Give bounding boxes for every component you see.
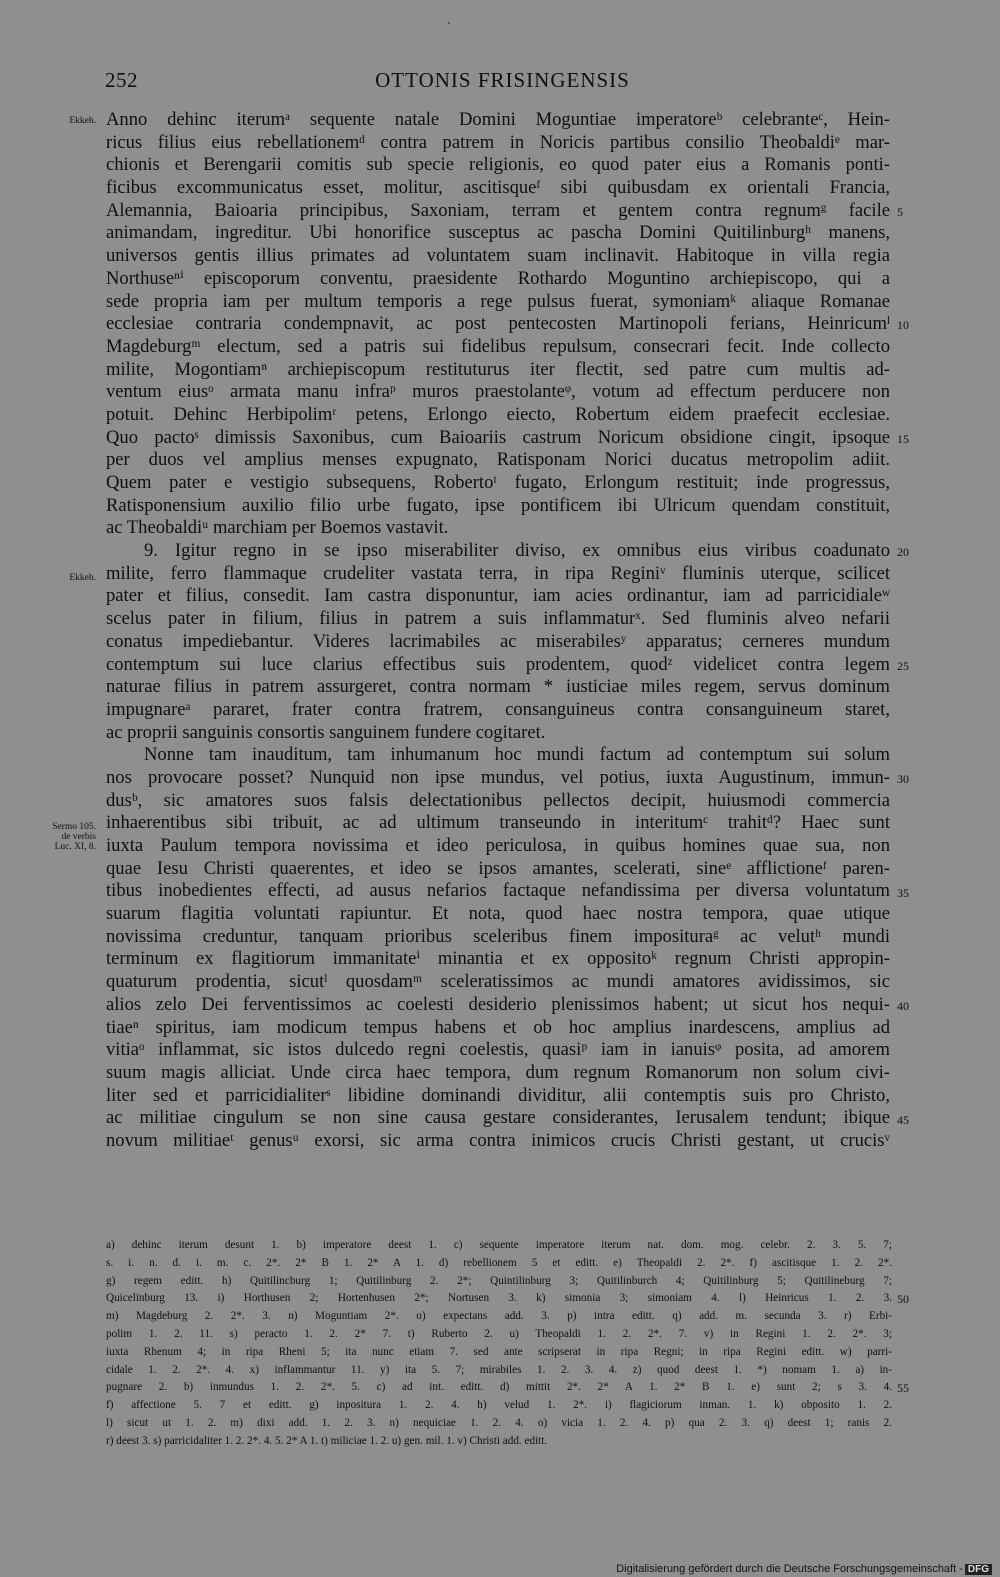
margin-note-ekkeh: Ekkeh. bbox=[69, 116, 96, 126]
text-line: ac militiae cingulum se non sine causa gestare considerantes, Ierusalem tendunt; ibique bbox=[106, 1107, 890, 1129]
footnote-line: polim 1. 2. 11. s) peracto 1. 2. 2* 7. t) Ruberto 2. u) Theopaldi 1. 2. 2*. 7. v) in Regini 1. 2. 2*. 3; bbox=[106, 1327, 892, 1340]
text-line: ficibus excommunicatus esset, molitur, ascitisqueᶠ sibi quibusdam ex orientali Francia, bbox=[106, 177, 890, 199]
footnote-line: r) deest 3. s) parricidaliter 1. 2. 2*. 4. 5. 2* A 1. t) miliciae 1. 2. u) gen. mil. 1. v) Christi add. editt. bbox=[106, 1434, 548, 1447]
text-line: Quo pactoˢ dimissis Saxonibus, cum Baioariis castrum Noricum obsidione cingit, ipsoque bbox=[106, 426, 890, 448]
text-line: Alemannia, Baioaria principibus, Saxoniam, terram et gentem contra regnumᵍ facile bbox=[106, 199, 890, 221]
margin-note-ekkeh: Ekkeh. bbox=[69, 573, 96, 583]
text-line: Anno dehinc iterumᵃ sequente natale Domini Moguntiae imperatoreᵇ celebranteᶜ, Hein- bbox=[106, 109, 890, 130]
text-line: ecclesiae contraria condempnavit, ac post pentecosten Martinopoli ferians, Heinricumˡ bbox=[106, 313, 890, 335]
line-number: 35 bbox=[897, 885, 909, 900]
text-line: ac proprii sanguinis consortis sanguinem fundere cogitaret. bbox=[106, 721, 546, 743]
footnotes bbox=[106, 1237, 892, 1451]
text-line: suum magis alliciat. Unde circa haec tempora, dum regnum Romanorum non solum civi- bbox=[106, 1061, 890, 1083]
margin-note-sermo: Sermo 105. de verbis Luc. XI, 8. bbox=[52, 822, 96, 852]
text-line: quae Iesu Christi quaerentes, et ideo se ipsos amantes, scelerati, sineᵉ afflictioneᶠ paren- bbox=[106, 857, 890, 879]
footnote-line: f) affectione 5. 7 et editt. g) inpositura 1. 2. 4. h) velud 1. 2*. i) flagiciorum inman. 1. k) obposito 1. 2. bbox=[106, 1399, 892, 1412]
digitization-credit: Digitalisierung gefördert durch die Deutsche Forschungsgemeinschaft - DFG bbox=[616, 1563, 992, 1575]
footnote-line: l) sicut ut 1. 2. m) dixi add. 1. 2. 3. n) nequiciae 1. 2. 4. o) vicia 1. 2. 4. p) qua 2. 3. q) deest 1; ranis 2. bbox=[106, 1416, 892, 1429]
footnote-line: g) regem editt. h) Quitilincburg 1; Quitilinburg 2. 2*; Quintilinburg 3; Quitilinburch 4; Quitilinburg 5; Quitilineburg 7; bbox=[106, 1274, 892, 1287]
page-number: 252 bbox=[105, 68, 138, 92]
line-number: 5 bbox=[897, 204, 903, 219]
page-header bbox=[105, 68, 900, 102]
text-line: alios zelo Dei ferventissimos ac coelesti desiderio plenissimos habent; ut sicut hos nequi- bbox=[106, 993, 890, 1015]
text-line: Magdeburgᵐ electum, sed a patris sui fidelibus repulsum, consecrari fecit. Inde collecto bbox=[106, 335, 890, 357]
text-line: chionis et Berengarii comitis sub specie religionis, eo quod pater eius a Romanis ponti- bbox=[106, 154, 890, 176]
line-number: 50 bbox=[897, 1292, 909, 1307]
text-line: ac Theobaldiᵘ marchiam per Boemos vastavit. bbox=[106, 517, 449, 539]
text-line: milite, Mogontiamⁿ archiepiscopum restituturus iter flectit, sed patre cum multis ad- bbox=[106, 358, 890, 380]
text-line: milite, ferro flammaque crudeliter vastata terra, in ripa Reginiᵛ fluminis uterque, scilicet bbox=[106, 562, 890, 584]
text-line: universos gentis illius primates ad voluntatem suam inclinavit. Habitoque in villa regia bbox=[106, 245, 890, 267]
text-line: potuit. Dehinc Herbipolimʳ petens, Erlongo eiecto, Robertum eidem praefecit ecclesiae. bbox=[106, 403, 890, 425]
footnote-line: cidale 1. 2. 2*. 4. x) inflammantur 11. y) ita 5. 7; mirabiles 1. 2. 3. 4. z) quod deest 1. *) nomam 1. a) in- bbox=[106, 1363, 892, 1376]
text-line: scelus pater in filium, filius in patrem a suis inflammaturˣ. Sed fluminis alveo nefarii bbox=[106, 608, 890, 630]
text-line: suarum flagitia voluntati rapiuntur. Et nota, quod haec nostra tempora, quae utique bbox=[106, 903, 890, 925]
text-line: novissima creduntur, tanquam prioribus sceleribus finem impositurаᵍ ac velutʰ mundi bbox=[106, 925, 890, 947]
line-number: 30 bbox=[897, 772, 909, 787]
text-line: contemptum sui luce clarius effectibus suis prodentem, quodᶻ videlicet contra legem bbox=[106, 653, 890, 675]
text-line: tiaeⁿ spiritus, iam modicum tempus habens et ob hoc amplius inardescens, amplius ad bbox=[106, 1016, 890, 1038]
line-number: 15 bbox=[897, 431, 909, 446]
text-line: impugnareᵃ pararet, frater contra fratrem, consanguineus contra consanguineum staret, bbox=[106, 698, 890, 720]
footnote-line: Quicelinburg 13. i) Horthusen 2; Hortenhusen 2*; Nortusen 3. k) simonia 3; simoniam 4. l) Heinricus 1. 2. 3. bbox=[106, 1292, 892, 1305]
text-line: iuxta Paulum tempora novissima et ideo periculosa, in quibus homines quae sua, non bbox=[106, 835, 890, 856]
text-line: nos provocare posset? Nunquid non ipse mundus, vel potius, iuxta Augustinum, immun- bbox=[106, 766, 890, 788]
text-line: naturae filius in patrem assurgeret, contra normam * iusticiae miles regem, servus dominum bbox=[106, 676, 890, 698]
footnote-line: a) dehinc iterum desunt 1. b) imperatore deest 1. c) sequente imperatore iterum nat. dom. mog. celebr. 2. 3. 5. 7; bbox=[106, 1239, 892, 1251]
running-title: OTTONIS FRISINGENSIS bbox=[375, 68, 630, 92]
dfg-logo: DFG bbox=[965, 1564, 992, 1575]
text-line: vitiaᵒ inflammat, sic istos dulcedo regni coelestis, quasiᵖ iam in ianuisᵠ posita, ad amorem bbox=[106, 1039, 890, 1061]
text-line: Nonne tam inauditum, tam inhumanum hoc mundi factum ad contemptum sui solum bbox=[144, 744, 890, 766]
footnote-line: s. i. n. d. i. m. c. 2*. 2* B 1. 2* A 1. d) rebellionem 5 et editt. e) Theopaldi 2. 2*. f) ascitisque 1. 2. 2*. bbox=[106, 1256, 892, 1269]
footnote-line: pugnare 2. b) inmundus 1. 2. 2*. 5. c) ad int. editt. d) mittit 2*. 2* A 1. 2* B 1. e) sunt 2; s 3. 4. bbox=[106, 1381, 892, 1394]
text-line: quaturum prodentia, sicutˡ quosdamᵐ sceleratissimos ac mundi amatores avidissimos, sic bbox=[106, 971, 890, 993]
text-line: tibus inobedientes effecti, ad ausus nefarios factaque nefandissima per diversa voluntatum bbox=[106, 880, 890, 902]
line-number: 45 bbox=[897, 1112, 909, 1127]
text-line: terminum ex flagitiorum immanitateⁱ minantia et ex oppositoᵏ regnum Christi appropin- bbox=[106, 948, 890, 970]
text-line: novum militiaeᵗ genusᵘ exorsi, sic arma contra inimicos crucis Christi gestant, ut crucisᵛ bbox=[106, 1129, 890, 1151]
line-number: 25 bbox=[897, 658, 909, 673]
text-line: ventum eiusᵒ armata manu infraᵖ muros praestolanteᵠ, votum ad effectum perducere non bbox=[106, 381, 890, 403]
scan-speck bbox=[448, 22, 450, 24]
text-line: Ratisponensium auxilio filio urbe fugato, ipse pontificem ibi Ulricum quendam constituit, bbox=[106, 494, 890, 516]
text-line: dusᵇ, sic amatores suos falsis delectationibus pellectos decipit, huiusmodi commercia bbox=[106, 789, 890, 811]
text-line: inhaerentibus sibi tribuit, ac ad ultimum transeundo in interitumᶜ trahitᵈ? Haec sunt bbox=[106, 812, 890, 834]
main-text bbox=[106, 109, 890, 1153]
text-line: conatus impediebantur. Videres lacrimabiles ac miserabilesʸ apparatus; cerneres mundum bbox=[106, 630, 890, 652]
text-line: pater et filius, consedit. Iam castra disponuntur, iam acies ordinantur, iam ad parricidialeʷ bbox=[106, 585, 890, 607]
footnote-line: m) Magdeburg 2. 2*. 3. n) Moguntiam 2*. o) expectans add. 3. p) intra editt. q) add. m. secunda 3. r) Erbi- bbox=[106, 1310, 892, 1323]
line-number: 10 bbox=[897, 318, 909, 333]
text-line: Quem pater e vestigio subsequens, Robertoᵗ fugato, Erlongum restituit; inde progressus, bbox=[106, 472, 890, 493]
text-line: sede propria iam per multum temporis a rege pulsus fuerat, symoniamᵏ aliaque Romanae bbox=[106, 290, 890, 312]
text-line: 9. Igitur regno in se ipso miserabiliter diviso, ex omnibus eius viribus coadunato bbox=[144, 540, 890, 562]
footnote-line: iuxta Rhenum 4; in ripa Rheni 5; ita nunc etiam 7. sed ante scripserat in ripa Regni; in ripa Regini editt. w) parri- bbox=[106, 1345, 892, 1358]
text-line: Northuseⁿⁱ episcoporum conventu, praesidente Rothardo Moguntino archiepiscopo, qui a bbox=[106, 267, 890, 289]
text-line: liter sed et parricidialiterˢ libidine dominandi dividitur, alii contemptis suis pro Christo, bbox=[106, 1084, 890, 1106]
line-number: 20 bbox=[897, 545, 909, 560]
line-number: 40 bbox=[897, 999, 909, 1014]
text-line: ricus filius eius rebellationemᵈ contra patrem in Noricis partibus consilio Theobaldiᵉ mar- bbox=[106, 131, 890, 153]
text-line: per duos vel amplius menses expugnato, Ratisponam Norici ducatus metropolim adiit. bbox=[106, 449, 890, 471]
text-line: animandam, ingreditur. Ubi honorifice susceptus ac pascha Domini Quitilinburgʰ manens, bbox=[106, 222, 890, 244]
line-number: 55 bbox=[897, 1381, 909, 1396]
